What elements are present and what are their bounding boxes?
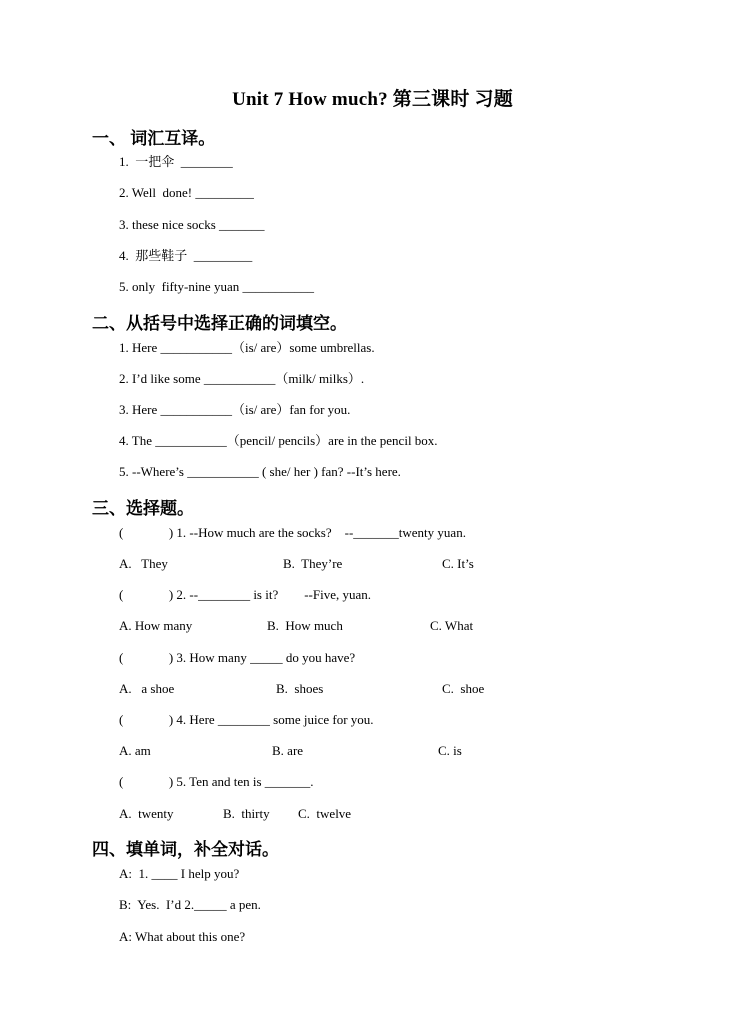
section-2-item: 4. The ___________（pencil/ pencils）are in the pencil box. xyxy=(119,433,438,448)
section-1-item: 3. these nice socks _______ xyxy=(119,217,265,232)
section-1-item: 2. Well done! _________ xyxy=(119,185,254,200)
section-1-heading: 一、 词汇互译。 xyxy=(92,129,216,148)
option-b: B. are xyxy=(272,743,304,758)
section-1-item: 4. 那些鞋子 _________ xyxy=(119,248,253,263)
section-2-item: 3. Here ___________（is/ are）fan for you. xyxy=(119,402,351,417)
question-stem: ( ) 1. --How much are the socks? --_______twenty yuan. xyxy=(119,525,466,540)
dialogue-line: B: Yes. I’d 2._____ a pen. xyxy=(119,897,261,912)
question-stem: ( ) 3. How many _____ do you have? xyxy=(119,650,356,665)
option-a: A. twenty xyxy=(119,806,174,821)
option-c: C. twelve xyxy=(298,806,352,821)
section-1-item: 5. only fifty-nine yuan ___________ xyxy=(119,279,314,294)
section-2-heading: 二、从括号中选择正确的词填空。 xyxy=(92,314,347,333)
option-c: C. What xyxy=(430,618,474,633)
section-2-item: 1. Here ___________（is/ are）some umbrellas. xyxy=(119,340,375,355)
section-2-item: 2. I’d like some ___________（milk/ milks）. xyxy=(119,371,365,386)
dialogue-line: A: What about this one? xyxy=(119,929,246,944)
section-3-heading: 三、选择题。 xyxy=(92,499,194,518)
option-b: B. How much xyxy=(267,618,343,633)
section-1-item: 1. 一把伞 ________ xyxy=(119,154,233,169)
option-b: B. They’re xyxy=(283,556,343,571)
option-c: C. It’s xyxy=(442,556,474,571)
page-title: Unit 7 How much? 第三课时 习题 xyxy=(232,89,513,110)
option-b: B. shoes xyxy=(276,681,324,696)
question-stem: ( ) 5. Ten and ten is _______. xyxy=(119,774,314,789)
question-stem: ( ) 4. Here ________ some juice for you. xyxy=(119,712,374,727)
section-2-item: 5. --Where’s ___________ ( she/ her ) fan? --It’s here. xyxy=(119,464,401,479)
option-c: C. shoe xyxy=(442,681,485,696)
question-stem: ( ) 2. --________ is it? --Five, yuan. xyxy=(119,587,372,602)
option-b: B. thirty xyxy=(223,806,270,821)
option-a: A. am xyxy=(119,743,151,758)
option-a: A. a shoe xyxy=(119,681,175,696)
section-4-heading: 四、填单词，补全对话。 xyxy=(92,840,279,859)
option-c: C. is xyxy=(438,743,462,758)
dialogue-line: A: 1. ____ I help you? xyxy=(119,866,240,881)
option-a: A. How many xyxy=(119,618,193,633)
option-a: A. They xyxy=(119,556,168,571)
